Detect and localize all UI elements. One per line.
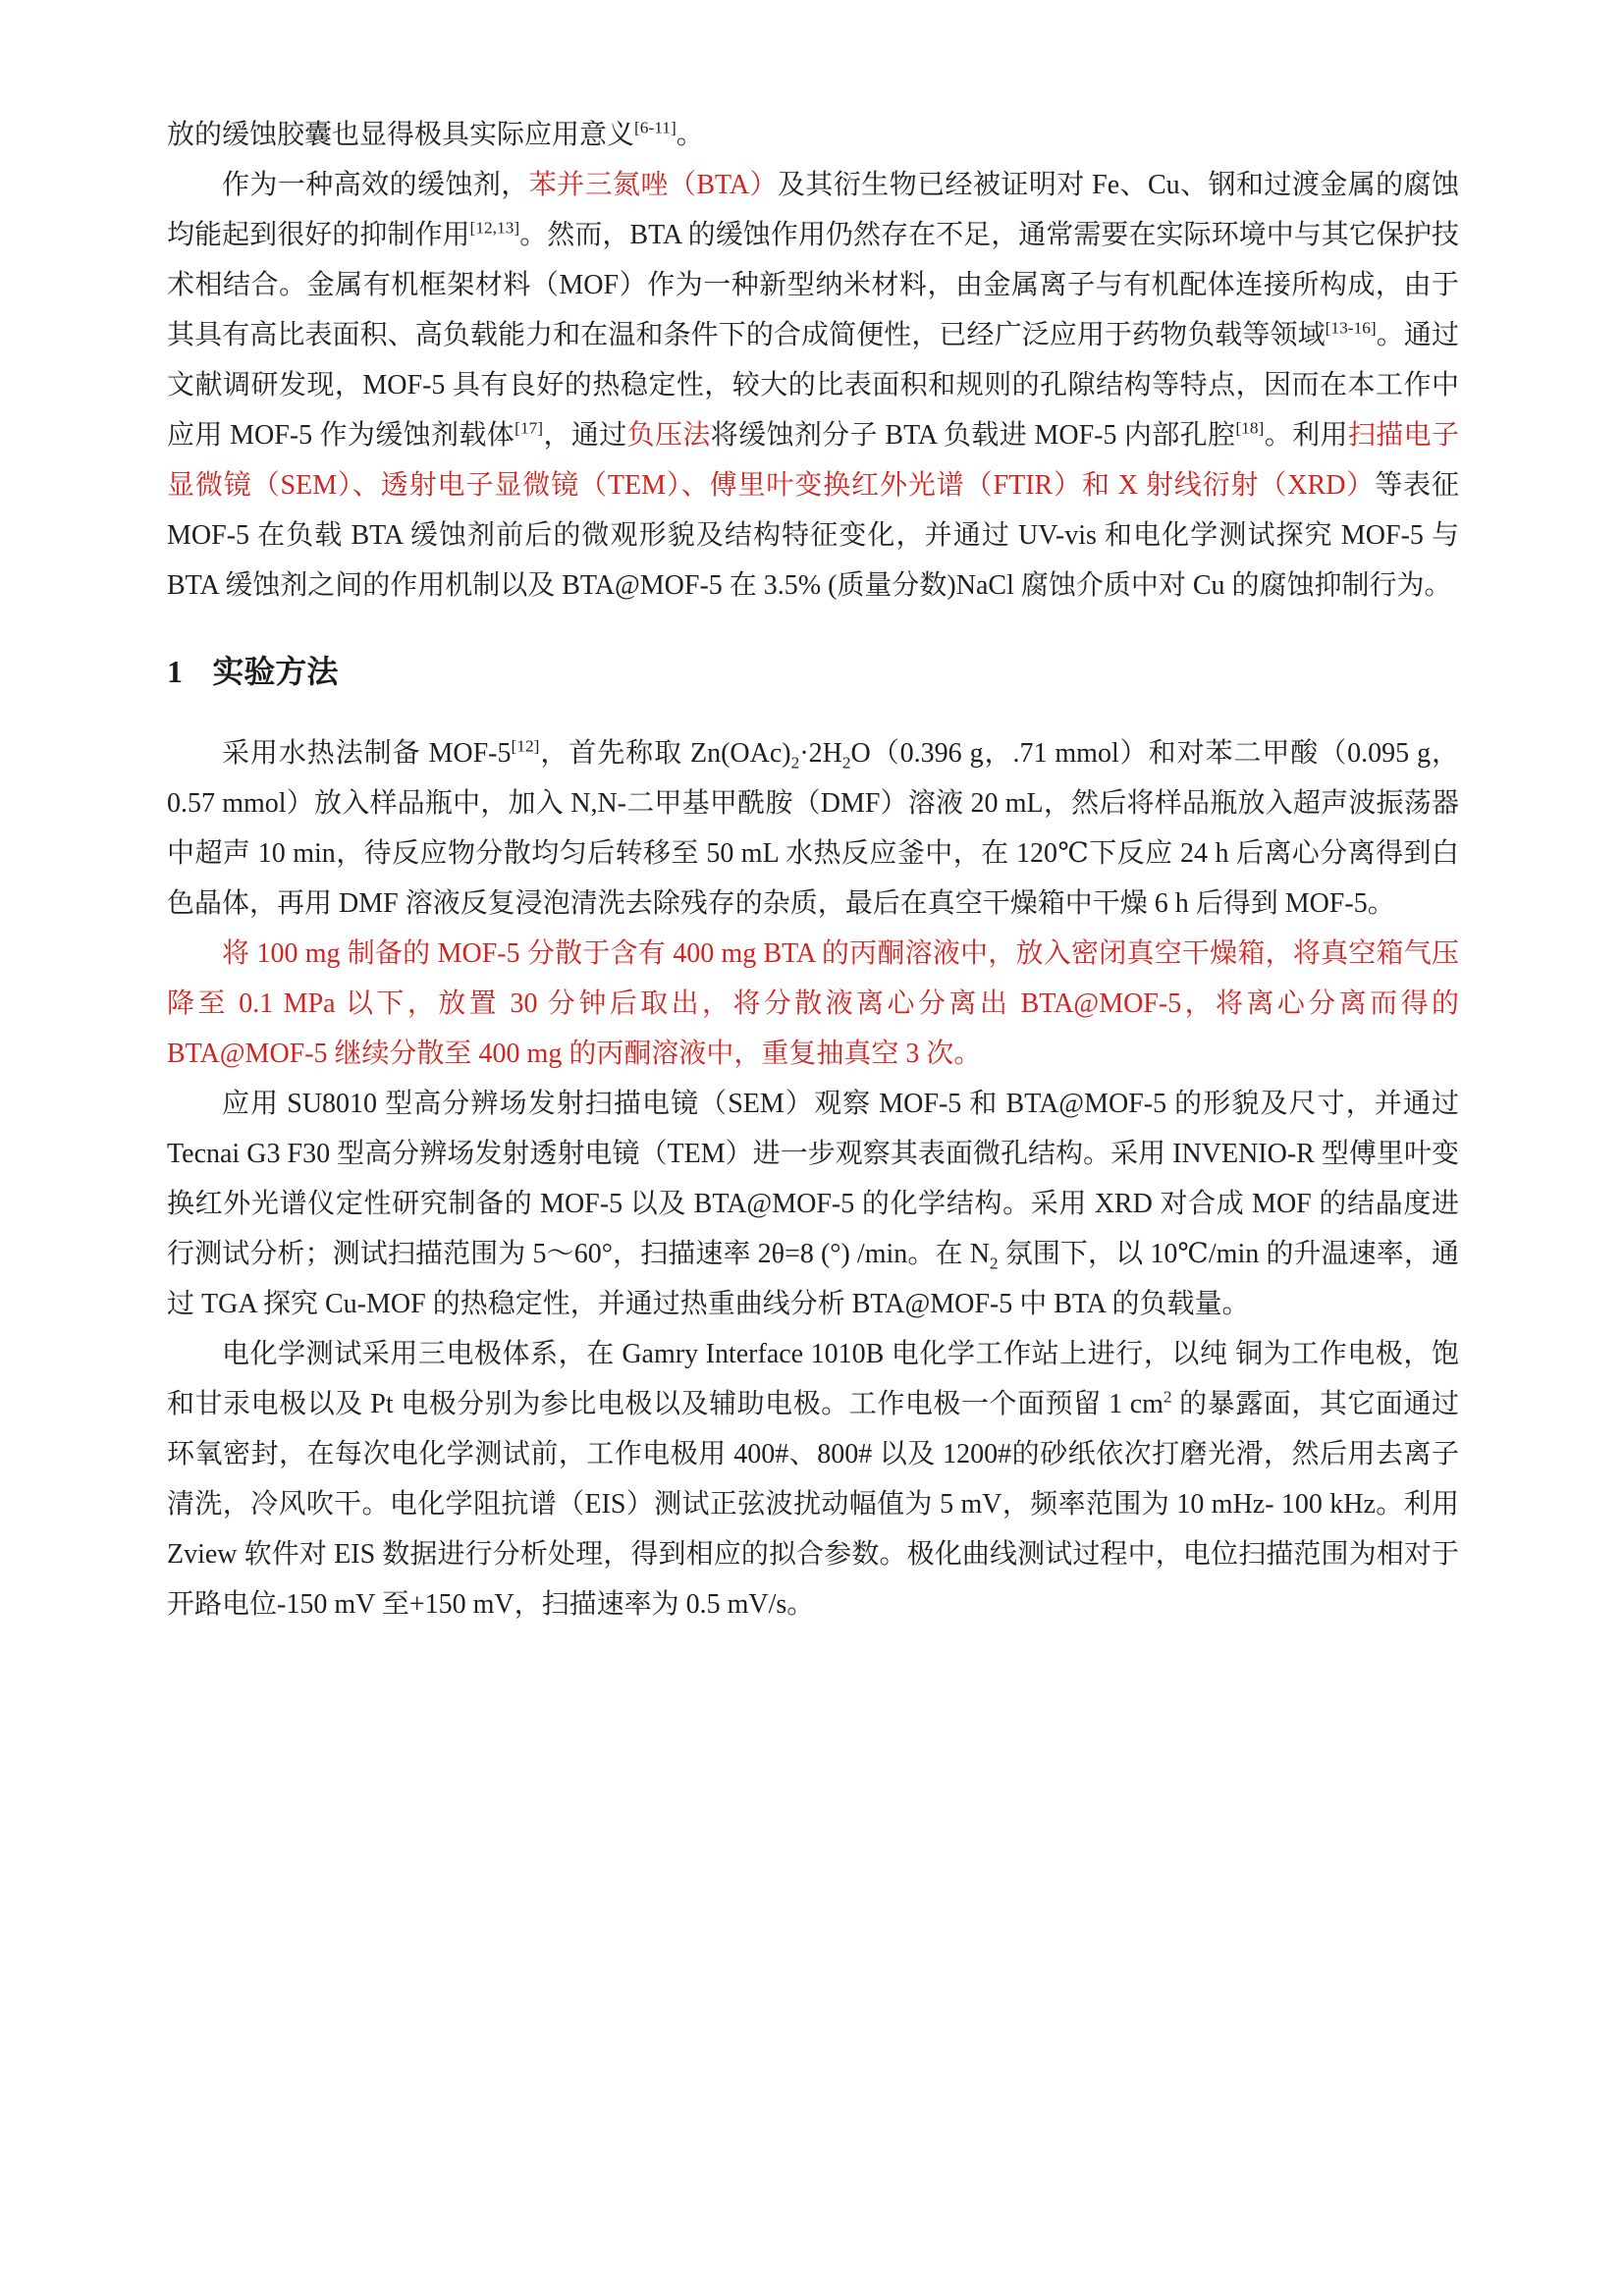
text-run: 作为一种高效的缓蚀剂，	[222, 170, 529, 200]
text-run: 的暴露面，其它面通过环氧密封，在每次电化学测试前，工作电极用 400#、800# 以及 1200#的砂纸依次打磨光滑，然后用去离子清洗，冷风吹干。电化学阻抗谱（EIS）测试正弦波扰动幅值为 5 mV，频率范围为 10 mHz- 100 kHz。利用 Zview 软件对 EIS 数据进行分析处理，得到相应的拟合参数。极化曲线测试过程中，电位扫描范围为相对于开路电位-150 mV 至+150 mV，扫描速率为 0.5 mV/s。	[167, 1389, 1459, 1620]
revised-text-run: 将 100 mg 制备的 MOF-5 分散于含有 400 mg BTA 的丙酮溶液中，放入密闭真空干燥箱，将真空箱气压降至 0.1 MPa 以下，放置 30 分钟后取出，将分散液离心分离出 BTA@MOF-5，将离心分离而得的 BTA@MOF-5 继续分散至 400 mg 的丙酮溶液中，重复抽真空 3 次。	[167, 938, 1459, 1069]
revised-text-run: 苯并三氮唑（BTA）	[528, 170, 778, 200]
subscript-text: 2	[790, 753, 800, 773]
text-run: 采用水热法制备 MOF-5	[222, 738, 512, 769]
text-run: 。通过文献调研发现，MOF-5 具有良好的热稳定性，较大的比表面积和规则的孔隙结构等特点，因而在本工作中应用 MOF-5 作为缓蚀剂载体	[167, 320, 1459, 451]
paragraph	[167, 728, 1459, 929]
paragraph	[167, 1329, 1459, 1629]
text-run: ·2H	[799, 738, 842, 769]
text-run: 氛围下，以 10℃/min 的升温速率，通过 TGA 探究 Cu-MOF 的热稳定性，并通过热重曲线分析 BTA@MOF-5 中 BTA 的负载量。	[167, 1239, 1459, 1319]
document-body	[167, 110, 1459, 1629]
superscript-reference: 2	[1163, 1387, 1172, 1407]
text-run: 应用 SU8010 型高分辨场发射扫描电镜（SEM）观察 MOF-5 和 BTA@MOF-5 的形貌及尺寸，并通过 Tecnai G3 F30 型高分辨场发射透射电镜（TEM）进一步观察其表面微孔结构。采用 INVENIO-R 型傅里叶变换红外光谱仪定性研究制备的 MOF-5 以及 BTA@MOF-5 的化学结构。采用 XRD 对合成 MOF 的结晶度进行测试分析；测试扫描范围为 5～60°，扫描速率 2θ=8 (°) /min。在 N	[167, 1089, 1459, 1269]
superscript-reference: [12]	[511, 736, 540, 756]
paragraph	[167, 110, 1459, 160]
section-heading	[167, 650, 1459, 693]
text-run: 电化学测试采用三电极体系，在 Gamry Interface 1010B 电化学工作站上进行，以纯 铜为工作电极，饱和甘汞电极以及 Pt 电极分别为参比电极以及辅助电极。工作电极一个面预留 1 cm	[167, 1339, 1459, 1419]
text-run: 及其衍生物已经被证明对 Fe、Cu、钢和过渡金属的腐蚀均能起到很好的抑制作用	[167, 170, 1459, 250]
text-run: 放的缓蚀胶囊也显得极具实际应用意义	[167, 120, 635, 150]
text-run: 。利用	[1264, 420, 1348, 451]
section-number: 1	[167, 654, 183, 689]
section-title: 实验方法	[212, 654, 339, 689]
text-run: 。	[676, 120, 704, 150]
revised-text-run: 负压法	[626, 420, 711, 451]
text-run: 。然而，BTA 的缓蚀作用仍然存在不足，通常需要在实际环境中与其它保护技术相结合。金属有机框架材料（MOF）作为一种新型纳米材料，由金属离子与有机配体连接所构成，由于其具有高比表面积、高负载能力和在温和条件下的合成简便性，已经广泛应用于药物负载等领域	[167, 220, 1459, 350]
superscript-reference: [6-11]	[634, 118, 677, 137]
text-run: ，首先称取 Zn(OAc)	[539, 738, 791, 769]
superscript-reference: [12,13]	[469, 218, 520, 238]
paragraph	[167, 1079, 1459, 1329]
superscript-reference: [17]	[514, 418, 544, 438]
text-run: 将缓蚀剂分子 BTA 负载进 MOF-5 内部孔腔	[710, 420, 1236, 451]
subscript-text: 2	[841, 753, 851, 773]
text-run: ，通过	[543, 420, 627, 451]
superscript-reference: [13-16]	[1325, 318, 1377, 338]
paragraph	[167, 929, 1459, 1079]
superscript-reference: [18]	[1235, 418, 1265, 438]
subscript-text: 2	[989, 1254, 999, 1273]
revised-text-run: 扫描电子显微镜（SEM）、透射电子显微镜（TEM）、傅里叶变换红外光谱（FTIR）和 X 射线衍射（XRD）	[167, 420, 1459, 501]
paragraph	[167, 160, 1459, 611]
text-run: 等表征 MOF-5 在负载 BTA 缓蚀剂前后的微观形貌及结构特征变化，并通过 UV-vis 和电化学测试探究 MOF-5 与 BTA 缓蚀剂之间的作用机制以及 BTA@MOF-5 在 3.5% (质量分数)NaCl 腐蚀介质中对 Cu 的腐蚀抑制行为。	[167, 470, 1459, 601]
text-run: O（0.396 g，.71 mmol）和对苯二甲酸（0.095 g，0.57 mmol）放入样品瓶中，加入 N,N-二甲基甲酰胺（DMF）溶液 20 mL，然后将样品瓶放入超声波振荡器中超声 10 min，待反应物分散均匀后转移至 50 mL 水热反应釜中，在 120℃下反应 24 h 后离心分离得到白色晶体，再用 DMF 溶液反复浸泡清洗去除残存的杂质，最后在真空干燥箱中干燥 6 h 后得到 MOF-5。	[167, 738, 1460, 919]
